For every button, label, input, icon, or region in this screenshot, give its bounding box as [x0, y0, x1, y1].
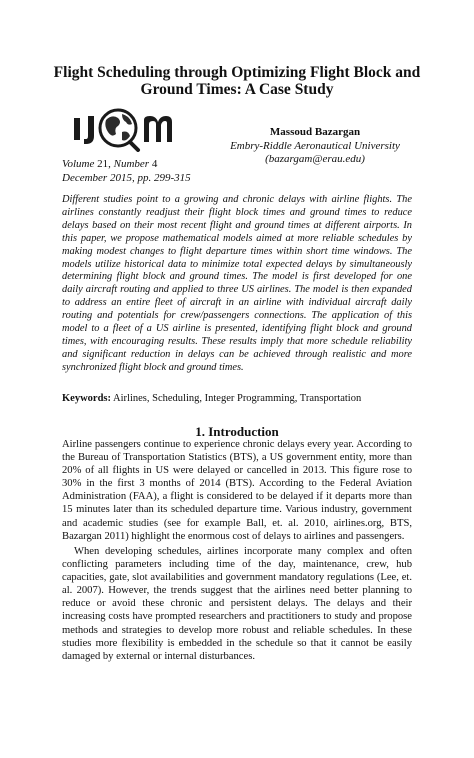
date-pages: December 2015, pp. 299-315 [62, 171, 191, 184]
logo-letter-j [84, 116, 94, 144]
journal-logo [72, 104, 182, 152]
volume-line: Volume 21, Number 4 [62, 158, 158, 170]
keywords-value: Airlines, Scheduling, Integer Programming, Transportation [113, 393, 362, 404]
author-name: Massoud Bazargan [269, 126, 361, 138]
paper-title: Flight Scheduling through Optimizing Flight Block and Ground Times: A Case Study [53, 64, 421, 98]
volume-label: Volume [62, 158, 95, 170]
issue-number: 4 [151, 158, 158, 170]
section-heading: 1. Introduction [195, 424, 279, 439]
body-paragraph: Airline passengers continue to experience chronic delays every year. According to the Bureau of Transportation Statistics (BTS), a US government entity, more than 20% of all flights in US were delayed or cancelled in 2013. This figure rose to 30% in the first 3 months of 2014 (BTS). According to the Federal Aviation Administration (FAA), a flight is considered to be delayed if it departs more than 15 minutes later than its scheduled departure time. Various industry, government and academic studies (see for example Ball, et. al. 2010, airlines.org, BTS, Bazargan 2011) highlight the enormous cost of delays to airlines and passengers. [62, 439, 412, 542]
volume-number: 21 [97, 158, 109, 170]
abstract: Different studies point to a growing and chronic delays with airline flights. The airlines constantly readjust their flight block times and ground times to reduce delays based on their most recent flight and ground times at different airports. In this paper, we propose mathematical models aimed at more reliable schedules by making modest changes to flight departure times within short time windows. The models utilize historical data to minimize total expected delays by simultaneously determining flight block and ground times. The model is first developed for one daily aircraft routing and applied to three US airlines. The model is then expanded to address an entire fleet of aircraft in an airline with individual aircraft daily routing and potentials for crew/passengers connections. The application of this model to a fleet of a US airline is presented, identifying flight block and ground times, with encouraging results. These results imply that more schedule reliability and significant reduction in delays can be achieved through realistic and more synchronized flight block and ground times. [62, 194, 412, 373]
keywords [62, 392, 412, 405]
issue-info [62, 158, 242, 185]
body-paragraph: When developing schedules, airlines incorporate many complex and often conflicting parameters including time of the day, maintenance, crew, hub capacities, gate, slot availabilities and government mandatory regulations (Lee, et. al. 2007). However, the trends suggest that the airlines need better planning to reduce or avoid these chronic and persistent delays. The delays and their increasing costs have prompted researchers and practitioners to study and propose methods and strategies to develop more robust and reliable schedules. In these studies more flexibility is embedded in the schedule so that it cannot be easily damaged by external or internal disturbances. [62, 546, 412, 662]
logo-letter-m [144, 116, 172, 142]
keywords-label: Keywords: [62, 393, 111, 404]
number-label: Number [113, 158, 150, 170]
author-affiliation: Embry-Riddle Aeronautical University [230, 139, 400, 152]
globe-icon [100, 110, 138, 150]
ijqm-logo-graphic [72, 104, 182, 152]
logo-letter-i [74, 118, 80, 140]
author-email: (bazargam@erau.edu) [265, 153, 365, 165]
author-block [222, 126, 408, 167]
